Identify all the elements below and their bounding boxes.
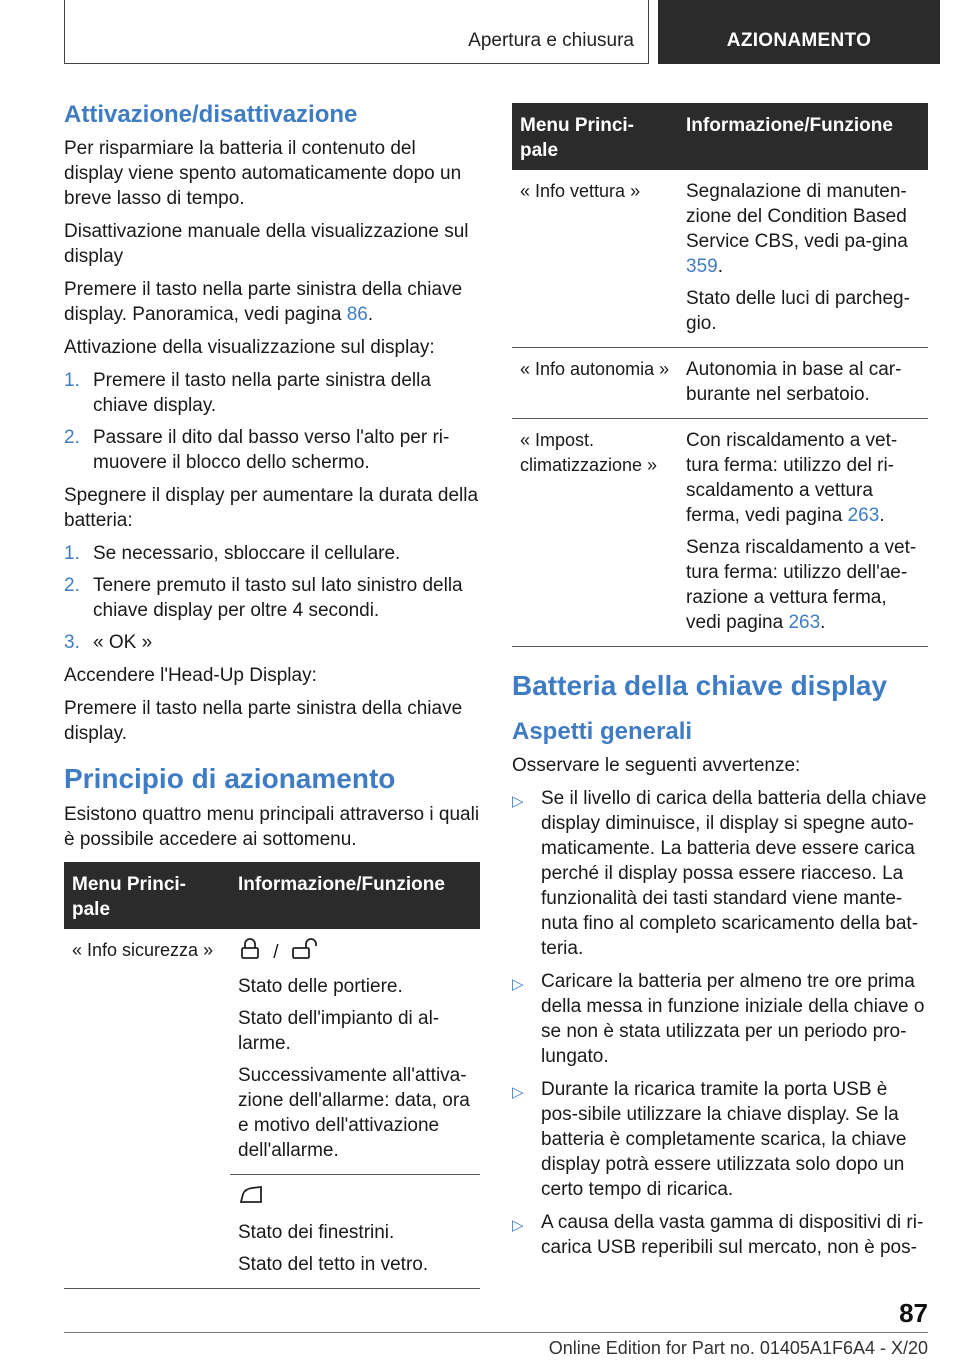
info-line: Stato dell'impianto di al-larme.: [238, 1008, 440, 1054]
paragraph-text: Premere il tasto nella parte sinistra della chiave display. Panoramica, vedi pagina: [64, 279, 463, 325]
info-line: Autonomia in base al car-burante nel serbatoio.: [686, 359, 902, 405]
window-icon: [238, 1184, 264, 1213]
list-item: [64, 630, 480, 655]
step-text: Passare il dito dal basso verso l'alto per ri-muovere il blocco dello schermo.: [93, 427, 450, 473]
list-item: [64, 541, 480, 566]
header-chapter-title: AZIONAMENTO: [726, 30, 872, 51]
info-line: Stato delle portiere.: [238, 976, 403, 997]
list-item: [64, 368, 480, 418]
list-item: [64, 425, 480, 475]
icon-separator: /: [273, 941, 279, 963]
info-line: Stato delle luci di parcheg-gio.: [686, 288, 910, 334]
heading-aspetti: Aspetti generali: [512, 718, 693, 745]
step-text: Se necessario, sbloccare il cellulare.: [93, 543, 401, 564]
menu-cell-empty: [64, 1175, 230, 1289]
list-item: [64, 573, 480, 623]
table-row: [64, 1175, 480, 1289]
info-cell: [678, 348, 928, 419]
info-line: [686, 179, 920, 279]
step-text: Tenere premuto il tasto sul lato sinistro della chiave display per oltre 4 secondi.: [93, 575, 463, 621]
steps-list-activate: [64, 368, 480, 475]
triangle-bullet-icon: ▷: [512, 793, 524, 810]
paragraph: Esistono quattro menu principali attraverso i quali è possibile accedere ai sottomenu.: [64, 804, 480, 850]
table-header-row: [512, 103, 928, 170]
info-text: Con riscaldamento a vet-tura ferma: utilizzo del ri-scaldamento a vettura ferma, vedi pagina: [686, 430, 898, 526]
triangle-bullet-icon: ▷: [512, 1084, 524, 1101]
table-row: [512, 170, 928, 348]
info-line: Stato del tetto in vetro.: [238, 1254, 429, 1275]
table-header-row: [64, 862, 480, 929]
info-cell: [678, 419, 928, 647]
page-link-359[interactable]: 359: [686, 256, 718, 277]
info-text: .: [879, 505, 885, 526]
paragraph: Premere il tasto nella parte sinistra della chiave display.: [64, 698, 463, 744]
info-text: Segnalazione di manuten-zione del Condition Based Service CBS, vedi pa-gina: [686, 181, 908, 252]
table-row: [512, 419, 928, 647]
bullet-text: Durante la ricarica tramite la porta USB è pos-sibile utilizzare la chiave display. Se la batteria è completamente scarica, la chiave display potrà essere utilizzata solo dopo un certo tempo di ricarica.: [541, 1079, 907, 1200]
step-number: 1.: [64, 370, 80, 391]
col-header-info: Informazione/Funzione: [678, 103, 928, 170]
triangle-bullet-icon: ▷: [512, 1217, 524, 1234]
page-link-263[interactable]: 263: [788, 612, 821, 633]
table-row: [512, 348, 928, 419]
table-row: [64, 929, 480, 1175]
paragraph-text: .: [367, 304, 374, 325]
icon-line: [238, 938, 472, 967]
info-text: Senza riscaldamento a vet-tura ferma: utilizzo dell'ae-razione a vettura ferma, vedi pagina: [686, 537, 917, 633]
paragraph: Per risparmiare la batteria il contenuto del display viene spento automaticamente dopo un breve lasso di tempo.: [64, 138, 462, 209]
header-section-box: [64, 0, 649, 64]
paragraph: Spegnere il display per aumentare la durata della batteria:: [64, 485, 479, 531]
unlock-icon: [290, 938, 320, 967]
paragraph: Accendere l'Head-Up Display:: [64, 665, 317, 686]
list-item: [512, 1077, 928, 1202]
menu-cell: « Info vettura »: [512, 170, 678, 348]
icon-line: [238, 1184, 472, 1213]
bullet-text: Caricare la batteria per almeno tre ore prima della messa in funzione iniziale della chiave o se non è stata utilizzata per un periodo pro-lungato.: [541, 971, 925, 1067]
right-column: [512, 103, 928, 1268]
menu-table-left: [64, 862, 480, 1289]
bullet-text: Se il livello di carica della batteria della chiave display diminuisce, il display si spegne auto-maticamente. La batteria deve essere carica perché il display possa essere riacceso. La funzionalità dei tasti standard viene mante-nuta fino al completo scaricamento della bat-teria.: [541, 788, 927, 959]
footer-divider: [64, 1332, 928, 1333]
lock-icon: [238, 938, 262, 967]
info-line: [686, 535, 920, 635]
step-number: 2.: [64, 575, 80, 596]
paragraph: Attivazione della visualizzazione sul display:: [64, 337, 435, 358]
menu-table-right: [512, 103, 928, 647]
info-cell: [230, 929, 480, 1175]
list-item: [512, 969, 928, 1069]
page-number: 87: [899, 1298, 928, 1328]
heading-batteria: Batteria della chiave display: [512, 670, 888, 701]
step-text: « OK »: [93, 632, 153, 653]
step-number: 2.: [64, 427, 80, 448]
heading-attivazione: Attivazione/disattivazione: [64, 101, 358, 128]
info-line: Stato dei finestrini.: [238, 1222, 395, 1243]
footer-edition: Online Edition for Part no. 01405A1F6A4 - X/20: [548, 1338, 928, 1358]
menu-cell: « Impost. climatizzazione »: [512, 419, 678, 647]
page-link-86[interactable]: 86: [346, 304, 368, 325]
col-header-menu: Menu Princi-pale: [512, 103, 678, 170]
col-header-menu: Menu Princi-pale: [64, 862, 230, 929]
list-item: [512, 1210, 928, 1260]
menu-cell: « Info sicurezza »: [72, 940, 214, 960]
menu-cell: « Info autonomia »: [512, 348, 678, 419]
bullet-text: A causa della vasta gamma di dispositivi di ri-carica USB reperibili sul mercato, non è pos-: [541, 1212, 924, 1258]
triangle-bullet-icon: ▷: [512, 976, 524, 993]
info-text: .: [717, 256, 723, 277]
header-chapter-box: [658, 0, 940, 64]
paragraph: Disattivazione manuale della visualizzazione sul display: [64, 221, 469, 267]
step-number: 3.: [64, 632, 80, 653]
page-link-263[interactable]: 263: [847, 505, 880, 526]
info-line: Successivamente all'attiva-zione dell'allarme: data, ora e motivo dell'attivazione dell'allarme.: [238, 1065, 470, 1161]
warnings-list: [512, 786, 928, 1260]
left-column: [64, 100, 480, 1289]
info-text: .: [820, 612, 826, 633]
step-number: 1.: [64, 543, 80, 564]
paragraph: [64, 277, 480, 327]
header-section-title: Apertura e chiusura: [468, 30, 634, 51]
info-cell: [230, 1175, 480, 1289]
paragraph: Osservare le seguenti avvertenze:: [512, 755, 801, 776]
list-item: [512, 786, 928, 961]
info-line: [686, 428, 920, 528]
heading-principio: Principio di azionamento: [64, 763, 396, 794]
steps-list-switch-off: [64, 541, 480, 655]
step-text: Premere il tasto nella parte sinistra della chiave display.: [93, 370, 431, 416]
info-cell: [678, 170, 928, 348]
col-header-info: Informazione/Funzione: [230, 862, 480, 929]
